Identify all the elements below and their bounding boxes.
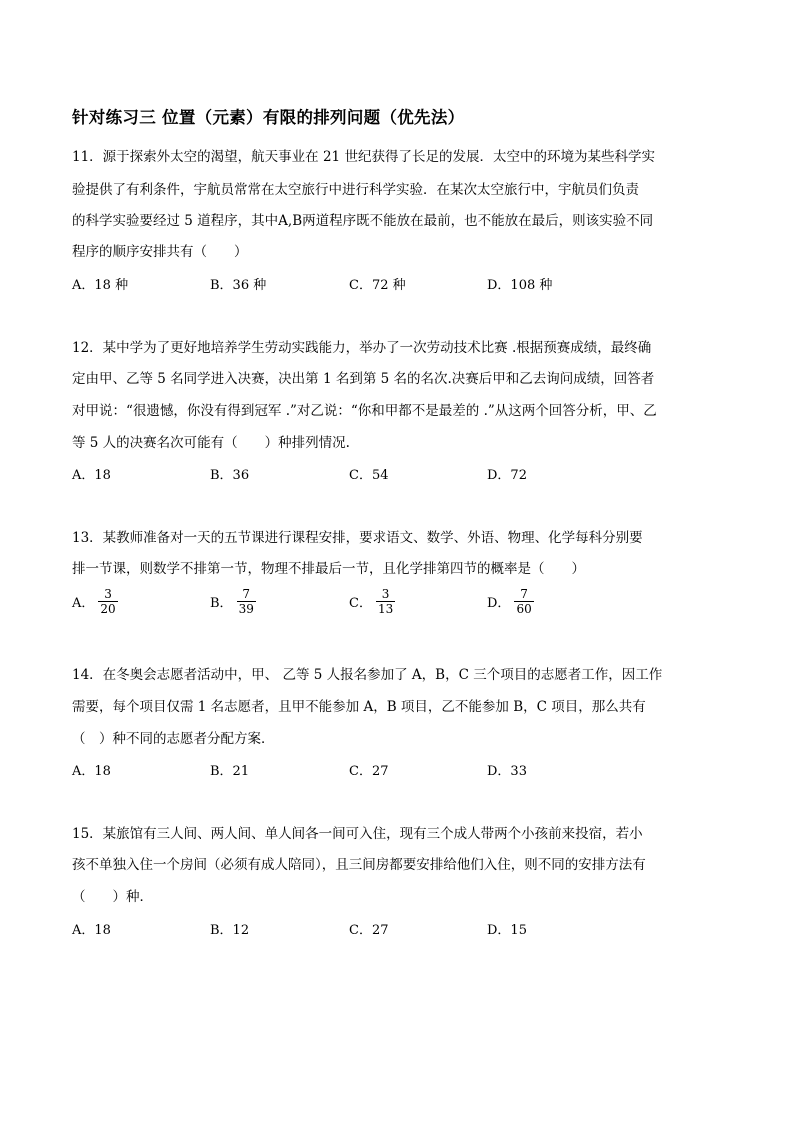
fraction [514,587,533,616]
option-a: A．18 [72,923,111,938]
question-text-line: 需要，每个项目仅需 1 名志愿者，且甲不能参加 A，B 项目，乙不能参加 B，C 项目，那么共有 [72,699,646,715]
fraction [98,587,117,616]
option-label: C． [349,596,372,611]
option-b: B．36 [210,468,250,483]
question-text-line: 程序的顺序安排共有（ ） [72,244,248,260]
option-c [349,587,395,616]
option-a: A．18 [72,764,111,779]
option-c: C．54 [349,468,389,483]
fraction-numerator: 7 [514,587,533,602]
fraction-numerator: 3 [376,587,395,602]
option-d: D．72 [487,468,527,483]
option-a [72,587,118,616]
question-text-line: 13．某教师准备对一天的五节课进行课程安排，要求语文、数学、外语、物理、化学每科分别要 [72,530,643,546]
option-a: A．18 [72,468,111,483]
section-title: 针对练习三 位置（元素）有限的排列问题（优先法） [72,108,465,127]
option-b: B．36 种 [210,278,267,293]
question-text-line: （ ）种． [72,889,153,905]
fraction-numerator: 3 [98,587,117,602]
option-b: B．21 [210,764,250,779]
option-b: B．12 [210,923,250,938]
fraction-denominator: 39 [238,602,254,616]
option-b [210,587,256,616]
question-text-line: （ ）种不同的志愿者分配方案． [72,731,275,747]
question-text-line: 的科学实验要经过 5 道程序，其中A,B两道程序既不能放在最前，也不能放在最后，则该实验不同 [72,213,654,229]
question-text-line: 定由甲、乙等 5 名同学进入决赛，决出第 1 名到第 5 名的名次.决赛后甲和乙去询问成绩，回答者 [72,371,655,387]
option-d: D．15 [487,923,527,938]
option-c: C．27 [349,923,389,938]
option-c: C．27 [349,764,389,779]
option-d: D．33 [487,764,527,779]
question-text-line: 验提供了有利条件，宇航员常常在太空旅行中进行科学实验．在某次太空旅行中，宇航员们负责 [72,182,639,198]
question-text-line: 14．在冬奥会志愿者活动中，甲、 乙等 5 人报名参加了 A，B，C 三个项目的志愿者工作，因工作 [72,667,663,683]
fraction [376,587,395,616]
option-a: A．18 种 [72,278,129,293]
question-text-line: 15．某旅馆有三人间、两人间、单人间各一间可入住，现有三个成人带两个小孩前来投宿，若小 [72,826,643,842]
fraction-denominator: 13 [377,602,394,616]
fraction [237,587,256,616]
option-label: A． [72,596,95,611]
option-d [487,587,534,616]
question-text-line: 12．某中学为了更好地培养学生劳动实践能力，举办了一次劳动技术比赛 .根据预赛成绩，最终确 [72,340,652,356]
option-d: D．108 种 [487,278,553,293]
question-text-line: 等 5 人的决赛名次可能有（ ）种排列情况. [72,435,350,451]
question-text-line: 11．源于探索外太空的渴望，航天事业在 21 世纪获得了长足的发展．太空中的环境为某些科学实 [72,149,655,165]
option-c: C．72 种 [349,278,406,293]
question-text-line: 对甲说：“很遗憾，你没有得到冠军 .”对乙说：“你和甲都不是最差的 .”从这两个回答分析，甲、乙 [72,403,657,419]
option-label: D． [487,596,511,611]
question-text-line: 排一节课，则数学不排第一节，物理不排最后一节，且化学排第四节的概率是（ ） [72,561,585,577]
question-text-line: 孩不单独入住一个房间（必须有成人陪同），且三间房都要安排给他们入住，则不同的安排方法有 [72,857,646,873]
option-label: B． [210,596,233,611]
fraction-denominator: 60 [516,602,532,616]
fraction-numerator: 7 [237,587,256,602]
fraction-denominator: 20 [100,602,116,616]
